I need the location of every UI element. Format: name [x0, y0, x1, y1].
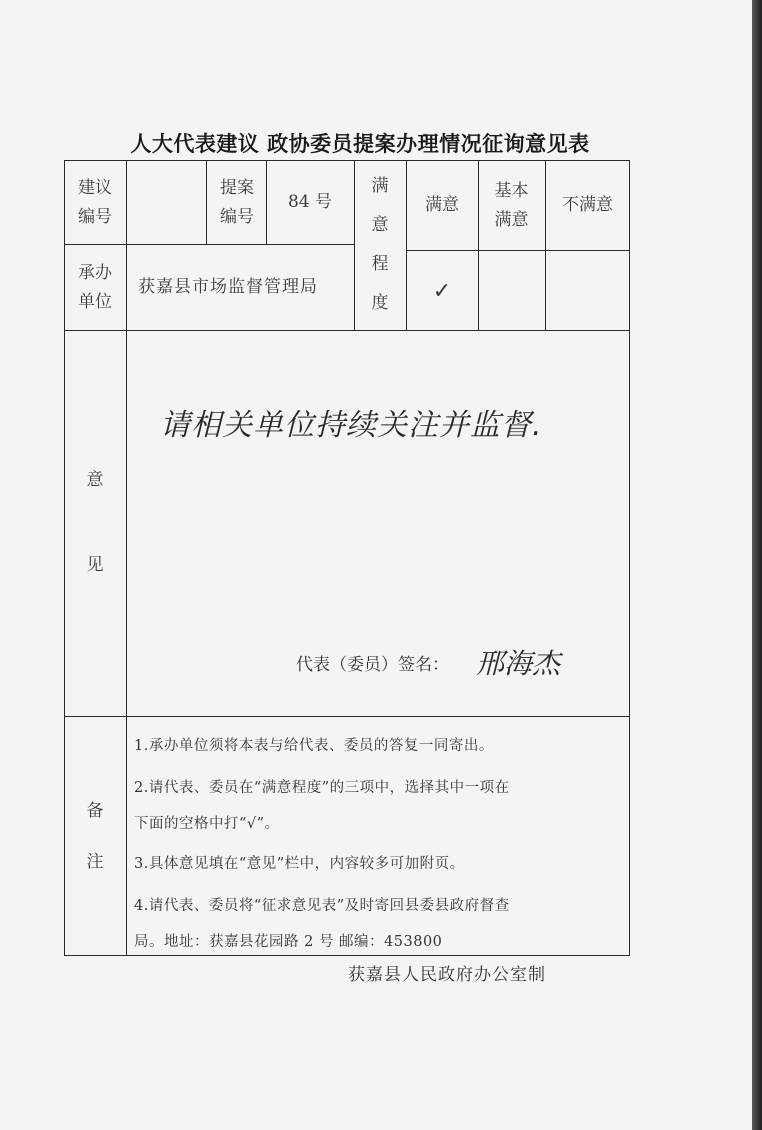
form-title: 人大代表建议 政协委员提案办理情况征询意见表 [130, 132, 590, 156]
row-divider-3 [64, 716, 630, 717]
note-4-cont: 局。地址：获嘉县花园路 2 号 邮编：453800 [134, 934, 443, 950]
not-satisfied-label: 不满意 [562, 195, 613, 216]
suggestion-no-label: 建议编号 [78, 178, 112, 227]
note-2: 2.请代表、委员在“满意程度”的三项中，选择其中一项在 [134, 780, 510, 796]
proposal-no-label: 提案编号 [220, 178, 254, 227]
col-divider-2 [206, 160, 207, 244]
note-1: 1.承办单位须将本表与给代表、委员的答复一同寄出。 [134, 738, 494, 754]
row-divider-1 [64, 244, 354, 245]
satisfied-label: 满意 [425, 195, 459, 216]
note-2-cont: 下面的空格中打“√”。 [134, 816, 280, 832]
suggestion-no-value[interactable] [128, 164, 204, 242]
remarks-label: 备注 [86, 801, 104, 872]
unit-label: 承办单位 [78, 263, 112, 312]
note-4: 4.请代表、委员将“征求意见表”及时寄回县委县政府督查 [134, 898, 510, 914]
opinion-text[interactable]: 请相关单位持续关注并监督. [160, 408, 543, 443]
unit-value[interactable]: 获嘉县市场监督管理局 [138, 277, 318, 298]
row-divider-2 [64, 330, 630, 331]
page-edge-shadow [752, 0, 762, 1130]
row-divider-1b [406, 250, 630, 251]
col-divider-7 [545, 160, 546, 330]
signature-label: 代表（委员）签名： [296, 655, 449, 675]
opinion-label: 意见 [86, 470, 104, 575]
col-divider-3 [266, 160, 267, 244]
satisfied-checkmark[interactable]: ✓ [432, 279, 452, 305]
not-satisfied-checkbox[interactable] [547, 256, 628, 328]
issuer-footer: 获嘉县人民政府办公室制 [348, 965, 546, 985]
satisfaction-label: 满意程度 [371, 175, 389, 314]
basic-satisfied-label: 基本满意 [494, 181, 529, 230]
col-divider-6 [478, 160, 479, 330]
note-3: 3.具体意见填在“意见”栏中，内容较多可加附页。 [134, 856, 465, 872]
signature[interactable]: 邢海杰 [476, 647, 561, 680]
col-divider-label [126, 160, 127, 956]
basic-satisfied-checkbox[interactable] [480, 256, 543, 328]
col-divider-5 [406, 160, 407, 330]
col-divider-4 [354, 160, 355, 330]
proposal-no-value[interactable]: 84 号 [287, 192, 333, 213]
